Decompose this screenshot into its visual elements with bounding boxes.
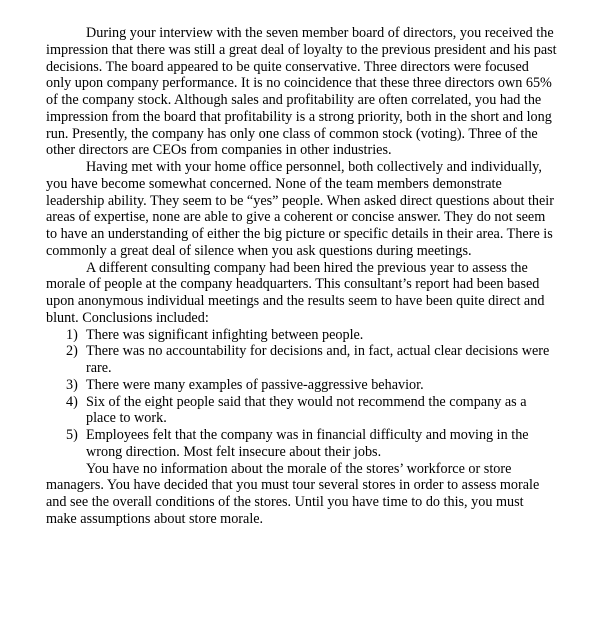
list-number: 3) xyxy=(66,376,78,393)
list-number: 2) xyxy=(66,343,78,360)
list-item-line: wrong direction. Most felt insecure about their jobs. xyxy=(86,443,382,460)
list-item-line xyxy=(46,327,566,344)
list-item-text: Employees felt that the company was in financial difficulty and moving in the xyxy=(86,427,529,443)
text-line: leadership ability. They seem to be “yes” people. When asked direct questions about their xyxy=(46,192,554,209)
list-number: 4) xyxy=(66,393,78,410)
list-item-line xyxy=(46,377,566,394)
text-line: managers. You have decided that you must tour several stores in order to assess morale xyxy=(46,477,540,494)
text-line: impression from the board that profitability is a strong priority, both in the short and long xyxy=(46,108,552,125)
text-line: run. Presently, the company has only one class of common stock (voting). Three of the xyxy=(46,125,538,142)
text-line: morale of people at the company headquarters. This consultant’s report had been based xyxy=(46,276,540,293)
text-line: A different consulting company had been hired the previous year to assess the xyxy=(86,259,528,276)
paragraph xyxy=(46,25,566,159)
closing-paragraph xyxy=(46,461,566,528)
text-line: and see the overall conditions of the stores. Until you have time to do this, you must xyxy=(46,494,524,510)
text-line: You have no information about the morale of the stores’ workforce or store xyxy=(86,460,512,477)
text-line: commonly a great deal of silence when you ask questions during meetings. xyxy=(46,242,472,259)
text-line: to have an understanding of either the big picture or specific details in their area. There is xyxy=(46,226,553,242)
list-number: 1) xyxy=(66,326,78,343)
list-item xyxy=(46,394,566,428)
text-line: you have become somewhat concerned. None of the team members demonstrate xyxy=(46,175,502,192)
list-item-text: There were many examples of passive-aggressive behavior. xyxy=(86,376,424,393)
text-line: only upon company performance. It is no coincidence that these three directors own 65% xyxy=(46,75,552,92)
text-line: of the company stock. Although sales and profitability are often correlated, you had the xyxy=(46,92,542,108)
list-item-line: place to work. xyxy=(86,410,167,427)
list-item xyxy=(46,343,566,377)
text-line: areas of expertise, none are able to give a coherent or concise answer. They do not seem xyxy=(46,209,546,226)
text-line: During your interview with the seven member board of directors, you received the xyxy=(86,25,554,41)
list-item xyxy=(46,377,566,394)
text-line: Having met with your home office personnel, both collectively and individually, xyxy=(86,159,542,175)
list-item-line xyxy=(46,343,566,360)
text-line: make assumptions about store morale. xyxy=(46,510,264,527)
paragraph xyxy=(46,260,566,327)
list-item xyxy=(46,427,566,461)
list-item-line: rare. xyxy=(86,360,112,376)
list-item-line xyxy=(46,394,566,411)
text-line: decisions. The board appeared to be quite conservative. Three directors were focused xyxy=(46,58,529,75)
text-line: blunt. Conclusions included: xyxy=(46,309,209,326)
paragraph xyxy=(46,159,566,260)
conclusions-list xyxy=(46,327,566,461)
list-item-text: There was no accountability for decisions and, in fact, actual clear decisions were xyxy=(86,343,550,360)
list-number: 5) xyxy=(66,427,78,443)
list-item-line xyxy=(46,427,566,444)
text-line: impression that there was still a great deal of loyalty to the previous president and his past xyxy=(46,41,557,58)
list-item-text: There was significant infighting between people. xyxy=(86,326,364,343)
list-item-text: Six of the eight people said that they would not recommend the company as a xyxy=(86,393,527,410)
text-line: other directors are CEOs from companies in other industries. xyxy=(46,142,392,159)
document-body xyxy=(46,25,566,528)
text-line: upon anonymous individual meetings and the results seem to have been quite direct and xyxy=(46,293,545,309)
list-item xyxy=(46,327,566,344)
